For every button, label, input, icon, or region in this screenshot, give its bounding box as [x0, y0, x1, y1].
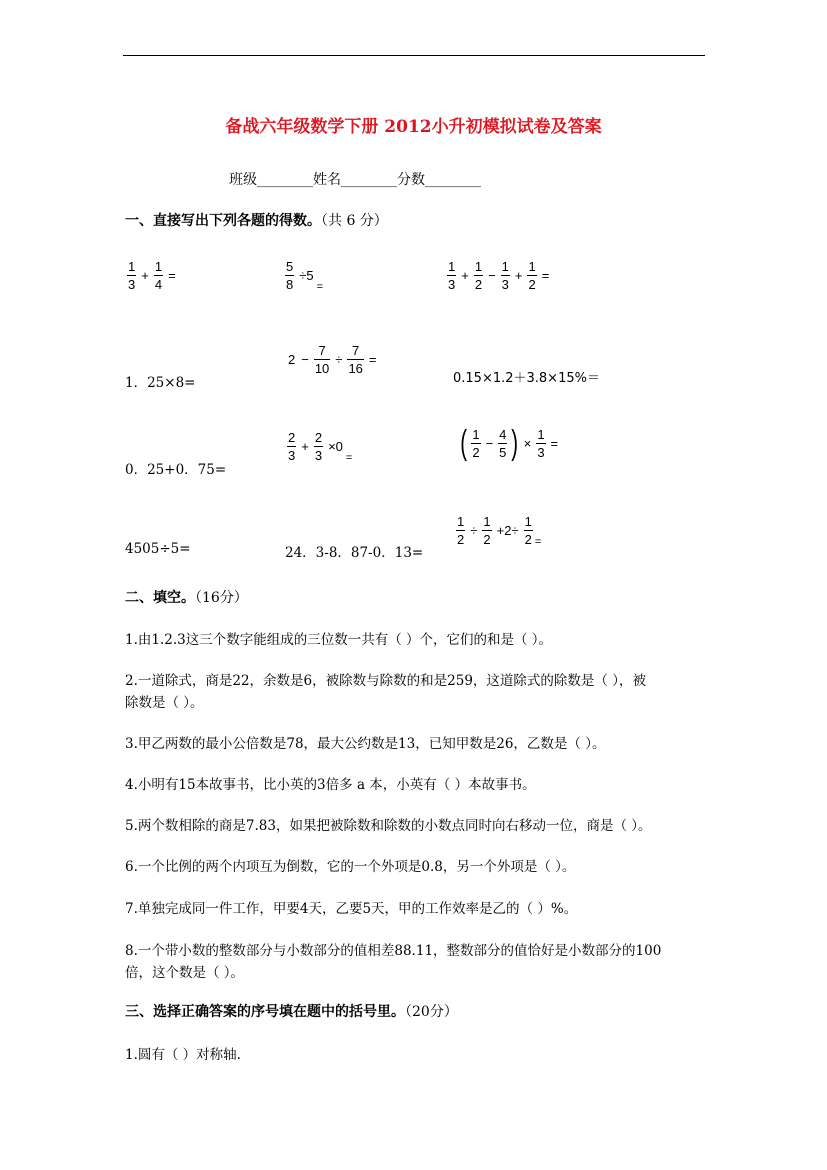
calc-r1-b-eq: =	[316, 280, 324, 293]
calc-r3-mid-eq: =	[345, 451, 353, 464]
question-2-2: 2.一道除式，商是22，余数是6，被除数与除数的和是259，这道除式的除数是（ ），被	[125, 673, 646, 689]
question-2-4: 4.小明有15本故事书，比小英的3倍多 a 本，小英有（ ）本故事书。	[125, 777, 536, 793]
calc-r3-right: ( $\frac{1}{2}$ − $\frac{4}{5}$ ) × $\frac{1}{3}$ =	[460, 424, 559, 462]
section2-heading	[125, 587, 248, 607]
calc-r2-left: 1．25×8=	[125, 375, 196, 391]
question-2-8-cont: 倍，这个数是（ ）。	[125, 965, 245, 981]
header-rule	[123, 55, 705, 56]
question-2-6: 6.一个比例的两个内项互为倒数，它的一个外项是0.8，另一个外项是（ ）。	[125, 859, 576, 875]
question-2-8: 8.一个带小数的整数部分与小数部分的值相差88.11，整数部分的值恰好是小数部分的100	[125, 943, 662, 959]
section3-score: （20分）	[405, 1004, 458, 1020]
section1-title: 一、直接写出下列各题的得数。	[125, 213, 321, 229]
calc-r4-mid: 24．3-8．87-0．13=	[285, 545, 424, 561]
section1-heading	[125, 210, 388, 230]
question-2-3: 3.甲乙两数的最小公倍数是78，最大公约数是13，已知甲数是26，乙数是（ ）。	[125, 736, 606, 752]
section2-score: （16分）	[195, 590, 248, 606]
question-2-7: 7.单独完成同一件工作，甲要4天，乙要5天，甲的工作效率是乙的（ ）%。	[125, 901, 578, 917]
calc-r3-mid: $\frac{2}{3}$ + $\frac{2}{3}$ ×0 =	[288, 430, 353, 464]
question-2-1: 1.由1.2.3这三个数字能组成的三位数一共有（ ）个，它们的和是（ ）。	[125, 632, 553, 648]
document-title: 备战六年级数学下册 2012小升初模拟试卷及答案	[225, 117, 602, 137]
calc-r3-right-eq: =	[550, 435, 559, 451]
calc-r2-right: 0.15×1.2＋3.8×15%＝	[453, 371, 600, 386]
section1-score: （共 6 分）	[321, 213, 388, 229]
calc-r1-b: $\frac{5}{8}$ ÷5 =	[286, 259, 324, 293]
calc-r1-c: $\frac{1}{3}$ + $\frac{1}{2}$ − $\frac{1}{3}$ + $\frac{1}{2}$ =	[448, 259, 550, 292]
section3-heading	[125, 1001, 458, 1021]
question-2-5: 5.两个数相除的商是7.83，如果把被除数和除数的小数点同时向右移动一位，商是（ ）。	[125, 818, 652, 834]
student-info-line: 班级________姓名________分数________	[229, 172, 481, 188]
calc-r1-c-eq: =	[541, 268, 550, 283]
calc-r4-left: 4505÷5=	[125, 541, 191, 557]
calc-r4-right: $\frac{1}{2}$ ÷ $\frac{1}{2}$ +2÷ $\frac{1}{2}$ =	[457, 514, 542, 548]
section3-title: 三、选择正确答案的序号填在题中的括号里。	[125, 1004, 405, 1020]
calc-r3-left: 0．25+0．75=	[125, 462, 227, 478]
calc-r4-right-eq: =	[534, 535, 542, 548]
calc-r1-a: $\frac{1}{3}$ + $\frac{1}{4}$ =	[128, 259, 176, 292]
question-3-1: 1.圆有（ ）对称轴.	[125, 1047, 241, 1063]
section2-title: 二、填空。	[125, 590, 195, 606]
calc-r1-a-eq: =	[168, 268, 176, 283]
calc-r2-mid-eq: =	[368, 352, 377, 367]
calc-r2-mid: 2 − $\frac{7}{10}$ ÷ $\frac{7}{16}$ =	[288, 343, 377, 376]
question-2-2-cont: 除数是（ ）。	[125, 695, 204, 711]
